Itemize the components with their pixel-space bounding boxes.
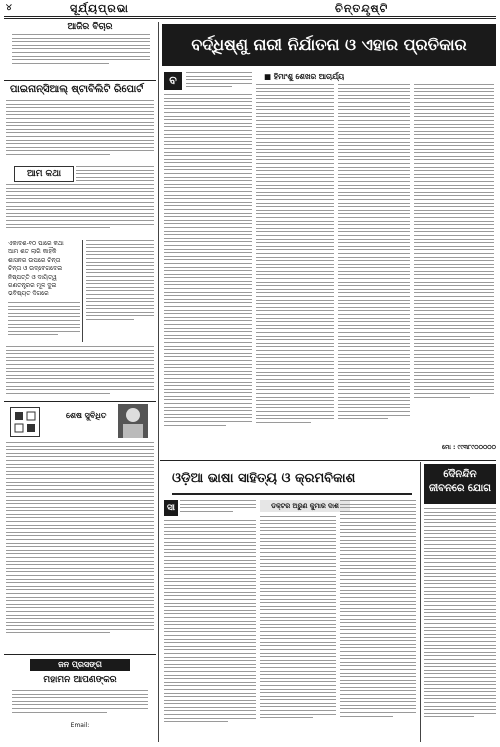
thought-body [12, 34, 150, 76]
section-logo [10, 407, 40, 437]
yoga-title-line-2: ଜୀବନରେ ଯୋଗ [429, 483, 491, 494]
list-item: ଭବିଷ୍ୟତ ଦିଗରେ [8, 290, 49, 298]
paper-name: ସୂର୍ଯ୍ୟପ୍ରଭା [70, 2, 129, 15]
section-name: ଚିନ୍ତନ୍ଦୃଷ୍ଟି [335, 2, 389, 15]
list-item: ଗଣତନ୍ତ୍ରର ମୂଳ ଦୁଇ [8, 282, 57, 290]
author-photo [118, 404, 148, 438]
report-title: ପାଇନାନ୍ସିଆଲ୍ ଷ୍ଟାବିଲିଟି ରିପୋର୍ଟ [10, 84, 144, 95]
our-words-title: ଆମ କଥା [14, 166, 74, 182]
main-byline: ■ ହିମାଂଶୁ ଶେଖର ଆଚାର୍ଯ୍ୟ [264, 72, 345, 81]
left-rule-2 [4, 401, 156, 402]
portrait-icon [118, 404, 148, 438]
yoga-title-line-1: ଦୈନନ୍ଦିନ [443, 469, 477, 480]
main-col2 [256, 84, 334, 458]
email-label: Email: [70, 722, 90, 729]
main-col3 [338, 84, 410, 458]
odia-col2 [260, 516, 336, 742]
our-words-list-extra [8, 302, 80, 342]
main-col1 [164, 94, 252, 458]
thought-title: ଆଜିର ବିଚାର [67, 22, 113, 32]
main-phone: ମୋ : ୯୯୩୮୯୦୦୦୦୦ [442, 444, 496, 451]
column-divider [158, 22, 159, 742]
main-col4 [414, 84, 494, 438]
our-words-body [6, 184, 154, 236]
page-number: ୪ [6, 3, 12, 13]
main-dropcap: ବ [164, 72, 182, 90]
yoga-banner [424, 464, 496, 504]
left-rule-3 [4, 654, 156, 655]
our-words-side [86, 240, 154, 342]
logo-icon [11, 408, 39, 436]
special-title: ଶେଷ ସୁବିଧିତ [66, 411, 107, 420]
odia-byline: ଡକ୍ଟର ଅରୁଣ କୁମାର ଦାଶ [260, 500, 350, 512]
people-title: ଜନ ପ୍ରସଙ୍ଗ [30, 659, 130, 671]
list-item: ଏକାଦଶ-୧୦ ପାରେ କଥା [8, 240, 64, 247]
list-divider [82, 240, 83, 342]
odia-headline: ଓଡ଼ିଆ ଭାଷା ସାହିତ୍ୟ ଓ କ୍ରମବିକାଶ [172, 465, 412, 495]
list-item: ଚିନ୍ତା ଓ ଉଦ୍ବେଗଦେଇ [8, 265, 63, 273]
list-item: ନିଷ୍ପତ୍ତି ଓ ଦାୟିତ୍ୱ [8, 273, 57, 281]
odia-col1-top [180, 500, 256, 516]
header-rule-2 [4, 18, 496, 19]
left-body-2 [6, 346, 154, 400]
odia-dropcap: ସା [164, 500, 178, 516]
special-body [6, 442, 154, 648]
list-item: ଆମ ଶତ ଲାଗି କାହିଁକି [8, 248, 57, 256]
list-item: ଶାସନର ଉପରେ ଚିନ୍ତା [8, 256, 61, 264]
main-col1-top [186, 72, 252, 92]
yoga-divider [420, 462, 421, 742]
people-subtitle: ମହାମନ ଆପଣଙ୍କର [43, 675, 117, 685]
header-rule [4, 16, 496, 17]
people-body [12, 690, 148, 718]
main-bottom-rule [160, 460, 496, 461]
report-body [6, 100, 154, 162]
odia-col1 [164, 520, 256, 742]
our-words-list [8, 240, 80, 299]
email-line [20, 722, 140, 729]
yoga-body [424, 508, 496, 742]
main-headline: ବର୍ଦ୍ଧିଷ୍ଣୁ ନାରୀ ନିର୍ଯାତନା ଓ ଏହାର ପ୍ରତିକାର [162, 24, 496, 66]
odia-col3 [340, 500, 416, 742]
left-rule-1 [4, 80, 156, 81]
